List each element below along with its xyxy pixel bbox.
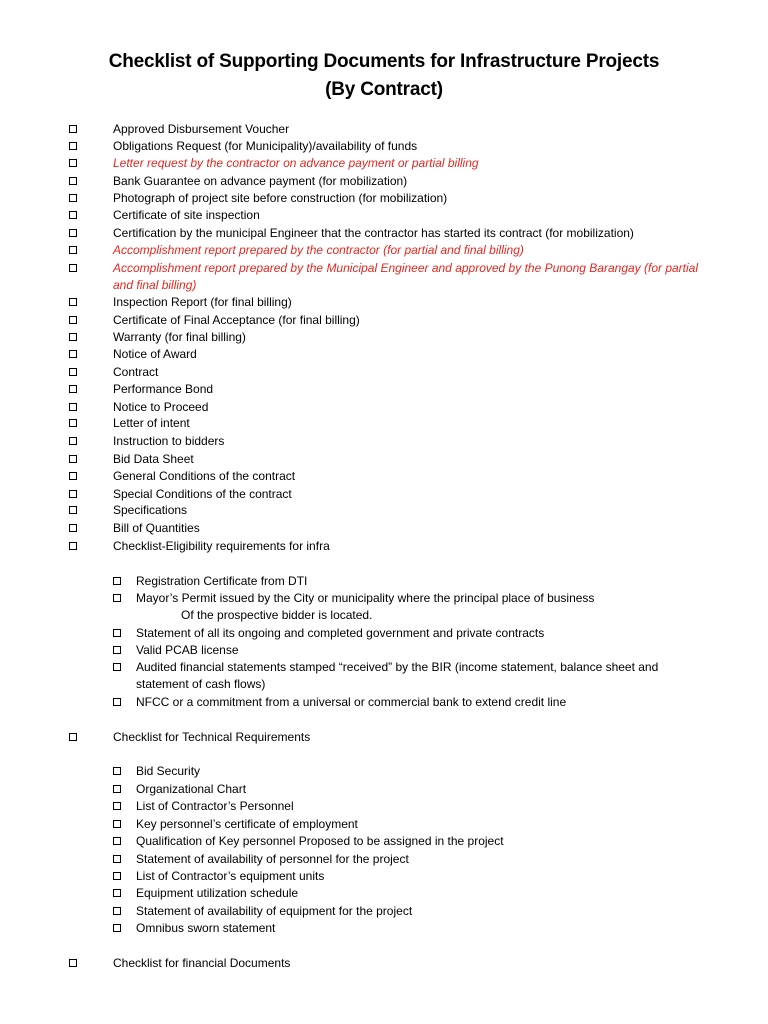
- technical-item-label: List of Contractor’s equipment units: [136, 869, 325, 883]
- checkbox[interactable]: [69, 159, 77, 167]
- checklist-item-label: Notice to Proceed: [113, 400, 209, 414]
- technical-item-label: Bid Security: [136, 764, 201, 778]
- checkbox[interactable]: [69, 506, 77, 514]
- checklist-item-label: Approved Disbursement Voucher: [113, 122, 290, 136]
- checkbox[interactable]: [69, 211, 77, 219]
- checklist-item-label: Certificate of site inspection: [113, 208, 260, 222]
- checklist-item-label: Warranty (for final billing): [113, 330, 246, 344]
- checkbox[interactable]: [113, 646, 121, 654]
- checkbox[interactable]: [113, 907, 121, 915]
- checklist-item-label: Bid Data Sheet: [113, 452, 194, 466]
- checklist-item-label: Inspection Report (for final billing): [113, 295, 292, 309]
- checkbox[interactable]: [113, 663, 121, 671]
- checklist-item-label: Checklist-Eligibility requirements for infra: [113, 539, 330, 553]
- checkbox[interactable]: [113, 924, 121, 932]
- technical-item-label: Equipment utilization schedule: [136, 886, 299, 900]
- checklist-item-label: Performance Bond: [113, 382, 214, 396]
- checkbox[interactable]: [113, 785, 121, 793]
- checkbox[interactable]: [69, 403, 77, 411]
- checkbox[interactable]: [113, 629, 121, 637]
- checkbox[interactable]: [69, 177, 77, 185]
- eligibility-item-continuation: Of the prospective bidder is located.: [181, 608, 373, 622]
- technical-item-label: Statement of availability of equipment for the project: [136, 904, 413, 918]
- checkbox[interactable]: [69, 733, 77, 741]
- checkbox[interactable]: [69, 142, 77, 150]
- checkbox[interactable]: [113, 872, 121, 880]
- checklist-item-label: Accomplishment report prepared by the contractor (for partial and final billing): [113, 243, 524, 257]
- checkbox[interactable]: [113, 802, 121, 810]
- checklist-item-label: Obligations Request (for Municipality)/availability of funds: [113, 139, 418, 153]
- checkbox[interactable]: [113, 820, 121, 828]
- checklist-item-label: General Conditions of the contract: [113, 469, 296, 483]
- checkbox[interactable]: [69, 490, 77, 498]
- eligibility-item-label: Valid PCAB license: [136, 643, 239, 657]
- checkbox[interactable]: [69, 333, 77, 341]
- checkbox[interactable]: [113, 837, 121, 845]
- checkbox[interactable]: [113, 577, 121, 585]
- eligibility-item-continuation: statement of cash flows): [136, 677, 266, 691]
- technical-item-label: Statement of availability of personnel for the project: [136, 852, 409, 866]
- technical-item-label: Omnibus sworn statement: [136, 921, 276, 935]
- checkbox[interactable]: [69, 959, 77, 967]
- checklist-item-label: Bill of Quantities: [113, 521, 200, 535]
- checklist-item-label: Special Conditions of the contract: [113, 487, 292, 501]
- checkbox[interactable]: [113, 889, 121, 897]
- checklist-item-label: Bank Guarantee on advance payment (for mobilization): [113, 174, 408, 188]
- checklist-item-label: Contract: [113, 365, 159, 379]
- checklist-item-label: Notice of Award: [113, 347, 197, 361]
- checklist-item-label: Instruction to bidders: [113, 434, 225, 448]
- checklist-item-label: Certificate of Final Acceptance (for final billing): [113, 313, 360, 327]
- checkbox[interactable]: [69, 316, 77, 324]
- checklist-item-label: Photograph of project site before construction (for mobilization): [113, 191, 448, 205]
- checkbox[interactable]: [113, 698, 121, 706]
- checkbox[interactable]: [69, 229, 77, 237]
- technical-item-label: List of Contractor’s Personnel: [136, 799, 294, 813]
- checkbox[interactable]: [69, 385, 77, 393]
- eligibility-item-label: Statement of all its ongoing and completed government and private contracts: [136, 626, 545, 640]
- checkbox[interactable]: [69, 524, 77, 532]
- checklist-item-label: Specifications: [113, 503, 188, 517]
- technical-item-label: Organizational Chart: [136, 782, 247, 796]
- checklist-item-label: Letter request by the contractor on advance payment or partial billing: [113, 156, 479, 170]
- eligibility-item-label: Registration Certificate from DTI: [136, 574, 308, 588]
- checklist-item-label: Certification by the municipal Engineer that the contractor has started its contract (for mobilization): [113, 226, 634, 240]
- eligibility-item-label: NFCC or a commitment from a universal or commercial bank to extend credit line: [136, 695, 567, 709]
- eligibility-item-label: Audited financial statements stamped “received” by the BIR (income statement, balance sheet and: [136, 660, 659, 674]
- checkbox[interactable]: [113, 594, 121, 602]
- checkbox[interactable]: [69, 264, 77, 272]
- checkbox[interactable]: [69, 472, 77, 480]
- financial-heading-label: Checklist for financial Documents: [113, 956, 291, 970]
- technical-item-label: Key personnel’s certificate of employment: [136, 817, 358, 831]
- technical-item-label: Qualification of Key personnel Proposed to be assigned in the project: [136, 834, 504, 848]
- checkbox[interactable]: [69, 350, 77, 358]
- checkbox[interactable]: [113, 855, 121, 863]
- checkbox[interactable]: [69, 368, 77, 376]
- checklist-item-label: Letter of intent: [113, 416, 190, 430]
- document-subtitle: (By Contract): [325, 79, 443, 100]
- checkbox[interactable]: [69, 542, 77, 550]
- technical-heading-label: Checklist for Technical Requirements: [113, 730, 311, 744]
- eligibility-item-label: Mayor’s Permit issued by the City or municipality where the principal place of business: [136, 591, 595, 605]
- checkbox[interactable]: [69, 455, 77, 463]
- document-title: Checklist of Supporting Documents for Infrastructure Projects: [108, 51, 660, 72]
- checkbox[interactable]: [69, 298, 77, 306]
- checklist-item-label: Accomplishment report prepared by the Municipal Engineer and approved by the Punong Barangay (for partial and final billing): [113, 261, 699, 292]
- checkbox[interactable]: [113, 767, 121, 775]
- checkbox[interactable]: [69, 437, 77, 445]
- checkbox[interactable]: [69, 125, 77, 133]
- checkbox[interactable]: [69, 419, 77, 427]
- checkbox[interactable]: [69, 194, 77, 202]
- checkbox[interactable]: [69, 246, 77, 254]
